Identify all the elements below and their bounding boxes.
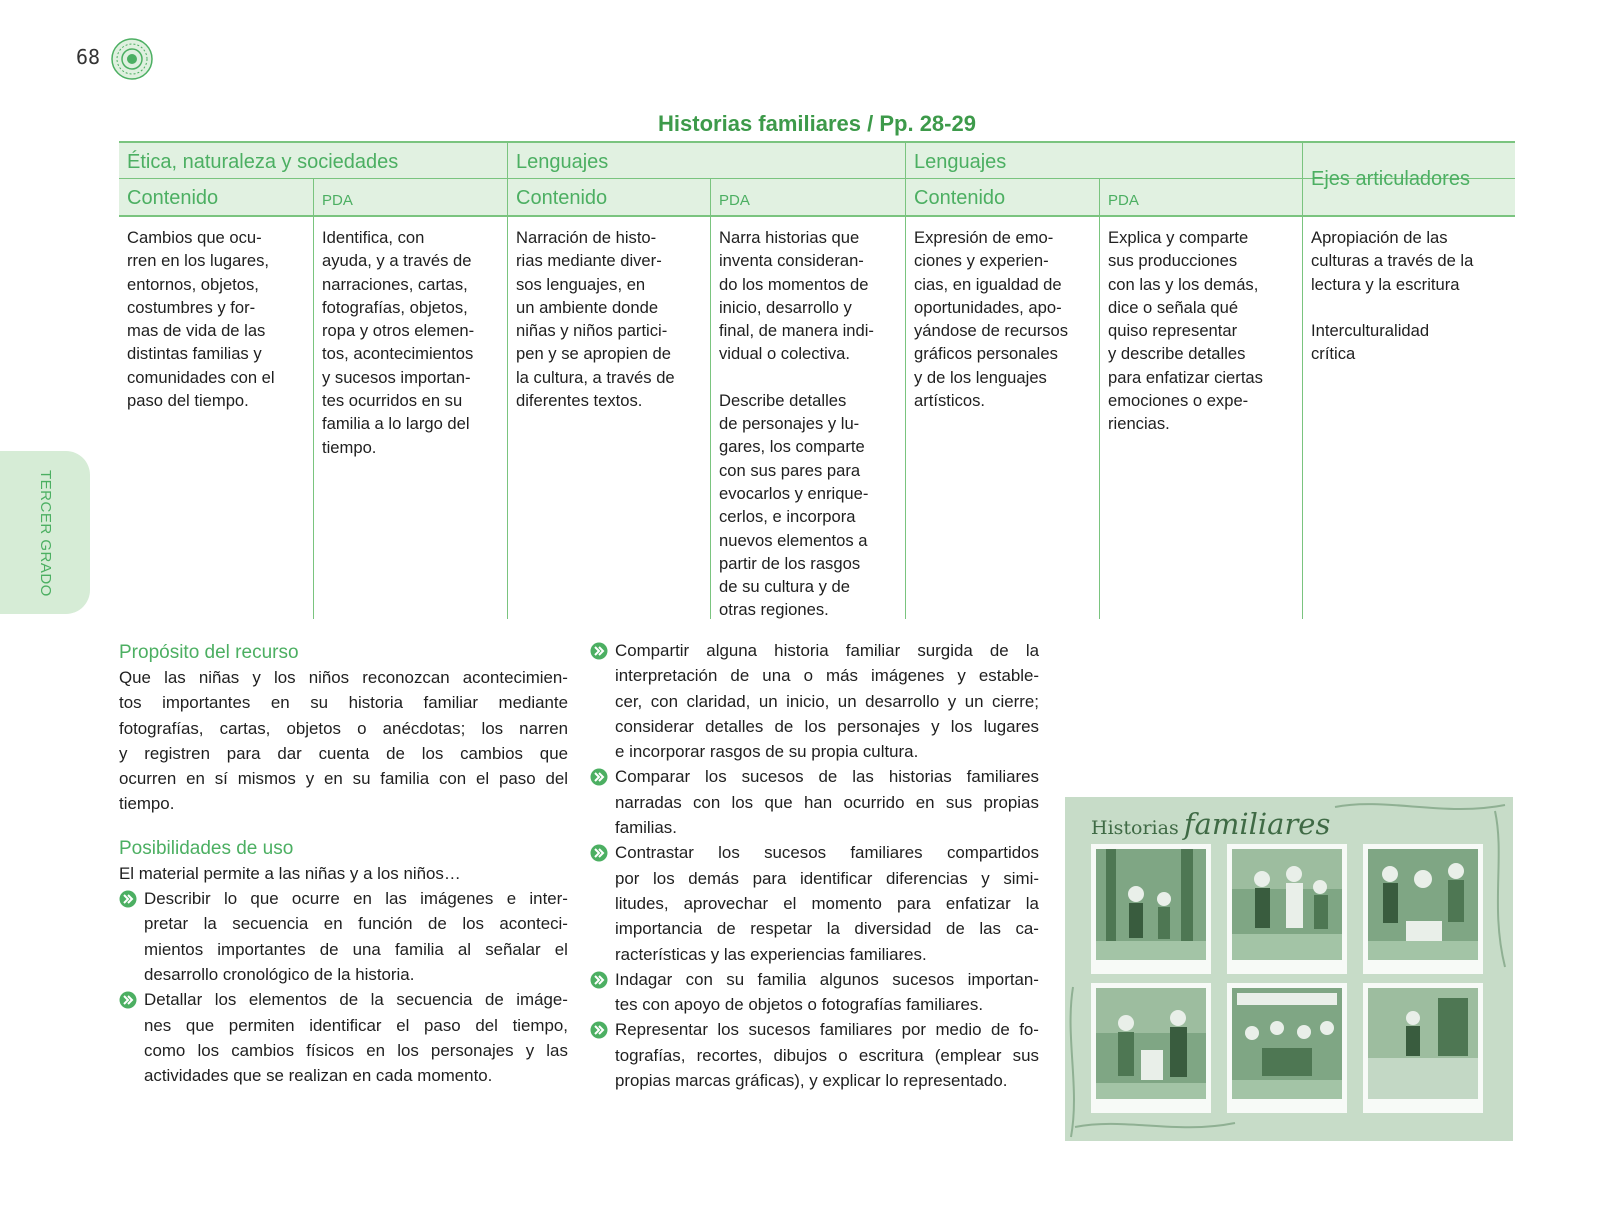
text-line: Contrastar los sucesos familiares compartidos <box>615 843 1039 863</box>
cell-text-line: entornos, objetos, <box>127 274 259 294</box>
cell-text-line: y de los lenguajes <box>914 367 1047 387</box>
cell-text-line: Identifica, con <box>322 228 425 247</box>
text-line: tos importantes en su historia familiar mediante <box>119 693 568 713</box>
bullet-item <box>590 840 1039 966</box>
cell-text-line: familia a lo largo del <box>322 414 470 434</box>
subheader-pda: PDA <box>710 179 905 215</box>
cell-text-line: cerlos, e incorpora <box>719 507 856 527</box>
cell-text-line: diferentes textos. <box>516 391 643 411</box>
text-line: pretar la secuencia en función de los aconteci- <box>144 914 568 934</box>
bullet-list-left <box>119 886 568 1088</box>
emblem-icon <box>111 38 153 80</box>
cell-text-line: crítica <box>1311 344 1356 364</box>
cell-text-line: tes ocurridos en su <box>322 391 463 411</box>
header-ejes-articuladores: Ejes articuladores <box>1302 141 1515 217</box>
cell-text-line: un ambiente donde <box>516 297 659 317</box>
poster-photo-frame <box>1091 983 1211 1113</box>
double-chevron-bullet-icon <box>590 642 608 660</box>
double-chevron-bullet-icon <box>590 1021 608 1039</box>
poster-title-part2: familiares <box>1183 807 1331 841</box>
cell-text-line: de su cultura y de <box>719 577 850 597</box>
cell-text-line: sus producciones <box>1108 251 1238 271</box>
text-line: cer, con claridad, un inicio, un desarrollo y un cierre; <box>615 691 1039 711</box>
poster-photo <box>1232 849 1342 960</box>
table-cell <box>905 217 1099 619</box>
cell-text-line: Describe detalles <box>719 390 847 410</box>
cell-text-line: do los momentos de <box>719 274 869 294</box>
cell-text-line: narraciones, cartas, <box>322 274 468 294</box>
cell-text-line: gráficos personales <box>914 344 1058 364</box>
cell-text-line: quiso representar <box>1108 321 1238 341</box>
group-header-lenguajes-2: Lenguajes <box>905 143 1302 178</box>
bullet-item <box>119 987 568 1088</box>
cell-text-line: ciones y experien- <box>914 251 1049 271</box>
table-cell <box>710 217 905 619</box>
cell-text-line: comunidades con el <box>127 367 275 387</box>
page-number: 68 <box>76 45 101 69</box>
subheader-pda: PDA <box>313 179 507 215</box>
poster-photo <box>1096 849 1206 960</box>
text-line: ocurren en sí mismos y en su familia con el paso del <box>119 769 568 789</box>
poster-photo <box>1368 849 1478 960</box>
cell-text-line: partir de los rasgos <box>719 553 861 573</box>
double-chevron-bullet-icon <box>119 991 137 1009</box>
poster-photo <box>1368 988 1478 1099</box>
cell-text-line: inicio, desarrollo y <box>719 297 852 317</box>
poster-photo-frame <box>1227 844 1347 974</box>
text-line: desarrollo cronológico de la historia. <box>144 964 415 984</box>
poster-photo <box>1096 988 1206 1099</box>
proposito-text <box>119 665 568 817</box>
cell-text-line: Apropiación de las <box>1311 228 1448 247</box>
text-line: racterísticas y las experiencias familiares. <box>615 944 927 964</box>
cell-text-line: pen y se apropien de <box>516 344 671 364</box>
cell-text-line: rren en los lugares, <box>127 251 270 271</box>
text-line: e incorporar rasgos de su propia cultura. <box>615 742 919 762</box>
cell-text-line: Narración de histo- <box>516 228 657 247</box>
cell-text-line: mas de vida de las <box>127 321 266 341</box>
poster-thumbnail <box>1065 797 1513 1141</box>
cell-text-line: dice o señala qué <box>1108 297 1239 317</box>
text-line: actividades que se realizan en cada momento. <box>144 1066 493 1086</box>
paragraph-gap <box>1311 296 1508 319</box>
left-text-column <box>119 640 568 1088</box>
cell-text-line: Interculturalidad <box>1311 320 1430 340</box>
text-line: tes con apoyo de objetos o fotografías familiares. <box>615 995 984 1015</box>
text-line: por los demás para identificar diferencias y simi- <box>615 868 1039 888</box>
subheader-pda: PDA <box>1099 179 1302 215</box>
text-line: tiempo. <box>119 794 175 814</box>
text-line: considerar detalles de los personajes y los lugares <box>615 716 1039 736</box>
table-title: Historias familiares / Pp. 28-29 <box>658 111 976 136</box>
cell-text-line: rias mediante diver- <box>516 251 662 271</box>
cell-text-line: y sucesos importan- <box>322 367 471 387</box>
text-line: fotografías, cartas, objetos o anécdotas; los narren <box>119 718 568 738</box>
paragraph-gap <box>719 366 898 389</box>
bullet-item <box>590 1017 1039 1093</box>
bullet-item <box>590 967 1039 1018</box>
cell-text-line: cias, en igualdad de <box>914 274 1062 294</box>
cell-text-line: inventa consideran- <box>719 251 864 271</box>
cell-text-line: final, de manera indi- <box>719 321 874 341</box>
cell-text-line: paso del tiempo. <box>127 391 249 411</box>
poster-title-part1: Historias <box>1091 817 1179 839</box>
cell-text-line: distintas familias y <box>127 344 262 364</box>
cell-text-line: sos lenguajes, en <box>516 274 646 294</box>
text-line: tografías, recortes, dibujos o escritura (emplear sus <box>615 1045 1039 1065</box>
table-body-row <box>119 217 1515 619</box>
text-line: narradas con los que han ocurrido en sus propias <box>615 792 1039 812</box>
cell-text-line: la cultura, a través de <box>516 367 675 387</box>
cell-text-line: otras regiones. <box>719 600 829 620</box>
cell-text-line: yándose de recursos <box>914 321 1069 341</box>
poster-photo-frame <box>1363 844 1483 974</box>
table-cell <box>1302 217 1515 619</box>
cell-text-line: tos, acontecimientos <box>322 344 474 364</box>
cell-text-line: artísticos. <box>914 391 986 411</box>
cell-text-line: riencias. <box>1108 414 1170 434</box>
text-line: propias marcas gráficas), y explicar lo representado. <box>615 1071 1008 1091</box>
subheader-contenido: Contenido <box>507 179 710 215</box>
bullet-item <box>119 886 568 987</box>
text-line: Que las niñas y los niños reconozcan acontecimien- <box>119 668 568 687</box>
group-header-etica: Ética, naturaleza y sociedades <box>127 151 399 173</box>
subheader-contenido: Contenido <box>905 179 1099 215</box>
cell-text-line: para enfatizar ciertas <box>1108 367 1263 387</box>
text-line: Indagar con su familia algunos sucesos importan- <box>615 969 1039 989</box>
cell-text-line: con las y los demás, <box>1108 274 1259 294</box>
text-line: Comparar los sucesos de las historias familiares <box>615 767 1039 787</box>
proposito-heading: Propósito del recurso <box>119 642 299 663</box>
table-cell <box>507 217 710 619</box>
poster-title <box>1091 807 1330 841</box>
bullet-item <box>590 764 1039 840</box>
cell-text-line: Narra historias que <box>719 228 860 247</box>
cell-text-line: tiempo. <box>322 437 377 457</box>
poster-photo <box>1232 988 1342 1099</box>
cell-text-line: culturas a través de la <box>1311 251 1474 271</box>
text-line: litudes, aprovechar el momento para enfatizar la <box>615 893 1039 913</box>
cell-text-line: y describe detalles <box>1108 344 1246 364</box>
cell-text-line: niñas y niños partici- <box>516 321 668 341</box>
text-line: como los cambios físicos en los personajes y las <box>144 1040 568 1060</box>
cell-text-line: oportunidades, apo- <box>914 297 1062 317</box>
double-chevron-bullet-icon <box>119 890 137 908</box>
bullet-item <box>590 638 1039 764</box>
text-line: Detallar los elementos de la secuencia de imáge- <box>144 990 568 1010</box>
cell-text-line: Expresión de emo- <box>914 228 1054 247</box>
text-line: interpretación de una o más imágenes y estable- <box>615 666 1039 686</box>
cell-text-line: gares, los comparte <box>719 437 865 457</box>
cell-text-line: vidual o colectiva. <box>719 344 850 364</box>
curriculum-table <box>119 141 1515 619</box>
cell-text-line: de personajes y lu- <box>719 414 860 434</box>
group-header-lenguajes-1: Lenguajes <box>507 143 905 178</box>
cell-text-line: con sus pares para <box>719 460 861 480</box>
cell-text-line: fotografías, objetos, <box>322 297 468 317</box>
table-cell <box>313 217 507 619</box>
text-line: Describir lo que ocurre en las imágenes e inter- <box>144 889 568 909</box>
cell-text-line: emociones o expe- <box>1108 391 1249 411</box>
right-text-column <box>590 638 1039 1093</box>
posibilidades-intro: El material permite a las niñas y a los niños… <box>119 863 461 883</box>
side-tab-label: TERCER GRADO <box>37 470 54 597</box>
cell-text-line: Cambios que ocu- <box>127 228 262 247</box>
text-line: y registren para dar cuenta de los cambios que <box>119 743 568 763</box>
cell-text-line: Explica y comparte <box>1108 228 1249 247</box>
text-line: mientos importantes de una familia al señalar el <box>144 939 568 959</box>
double-chevron-bullet-icon <box>590 768 608 786</box>
text-line: Representar los sucesos familiares por medio de fo- <box>615 1020 1039 1040</box>
text-line: Compartir alguna historia familiar surgida de la <box>615 641 1039 660</box>
subheader-contenido: Contenido <box>127 187 219 209</box>
table-cell <box>119 217 313 619</box>
bullet-list-right <box>590 638 1039 1093</box>
cell-text-line: ayuda, y a través de <box>322 251 472 271</box>
double-chevron-bullet-icon <box>590 844 608 862</box>
double-chevron-bullet-icon <box>590 971 608 989</box>
cell-text-line: costumbres y for- <box>127 297 256 317</box>
text-line: familias. <box>615 818 677 838</box>
poster-photo-frame <box>1091 844 1211 974</box>
cell-text-line: evocarlos y enrique- <box>719 483 869 503</box>
poster-photo-frame <box>1363 983 1483 1113</box>
cell-text-line: lectura y la escritura <box>1311 274 1460 294</box>
text-line: nes que permiten identificar el paso del tiempo, <box>144 1015 568 1035</box>
poster-photo-frame <box>1227 983 1347 1113</box>
cell-text-line: nuevos elementos a <box>719 530 868 550</box>
table-cell <box>1099 217 1302 619</box>
cell-text-line: ropa y otros elemen- <box>322 321 475 341</box>
posibilidades-heading: Posibilidades de uso <box>119 837 294 859</box>
text-line: importancia de respetar la diversidad de las ca- <box>615 919 1039 939</box>
